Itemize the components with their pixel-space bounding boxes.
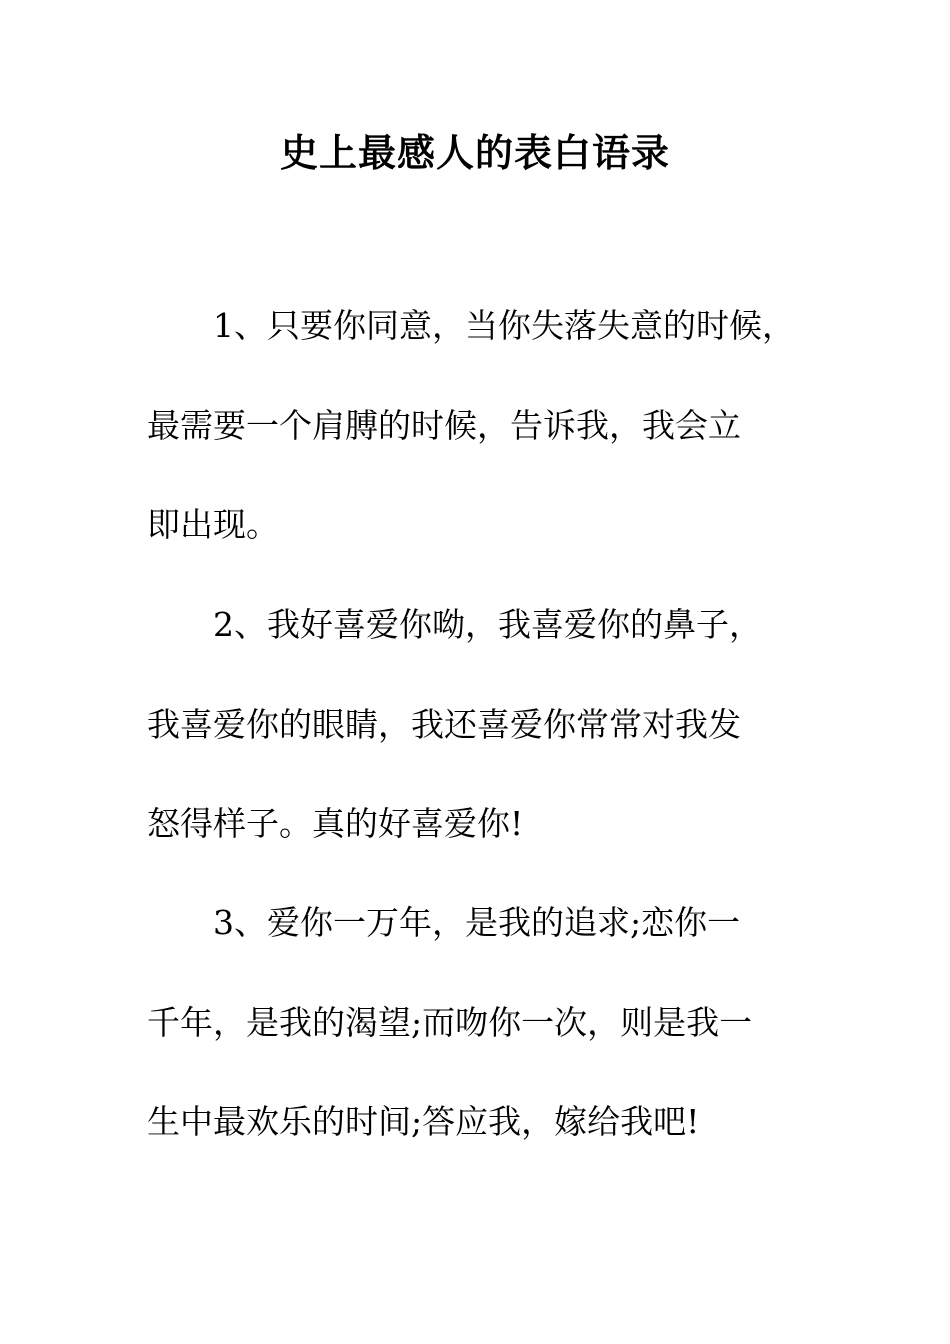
paragraph-line: 怒得样子。真的好喜爱你! <box>147 804 524 843</box>
paragraph-line: 3、爱你一万年，是我的追求;恋你一 <box>213 903 741 942</box>
paragraph-line: 我喜爱你的眼睛，我还喜爱你常常对我发 <box>147 705 741 744</box>
document-title: 史上最感人的表白语录 <box>279 130 670 175</box>
paragraph-line: 生中最欢乐的时间;答应我，嫁给我吧! <box>147 1102 700 1141</box>
paragraph-line: 2、我好喜爱你呦，我喜爱你的鼻子， <box>213 605 762 644</box>
paragraph-line: 最需要一个肩膊的时候，告诉我，我会立 <box>147 406 741 445</box>
paragraph-line: 即出现。 <box>147 505 279 544</box>
paragraph-line: 千年，是我的渴望;而吻你一次，则是我一 <box>147 1003 753 1042</box>
paragraph-line: 1、只要你同意，当你失落失意的时候， <box>213 306 795 345</box>
